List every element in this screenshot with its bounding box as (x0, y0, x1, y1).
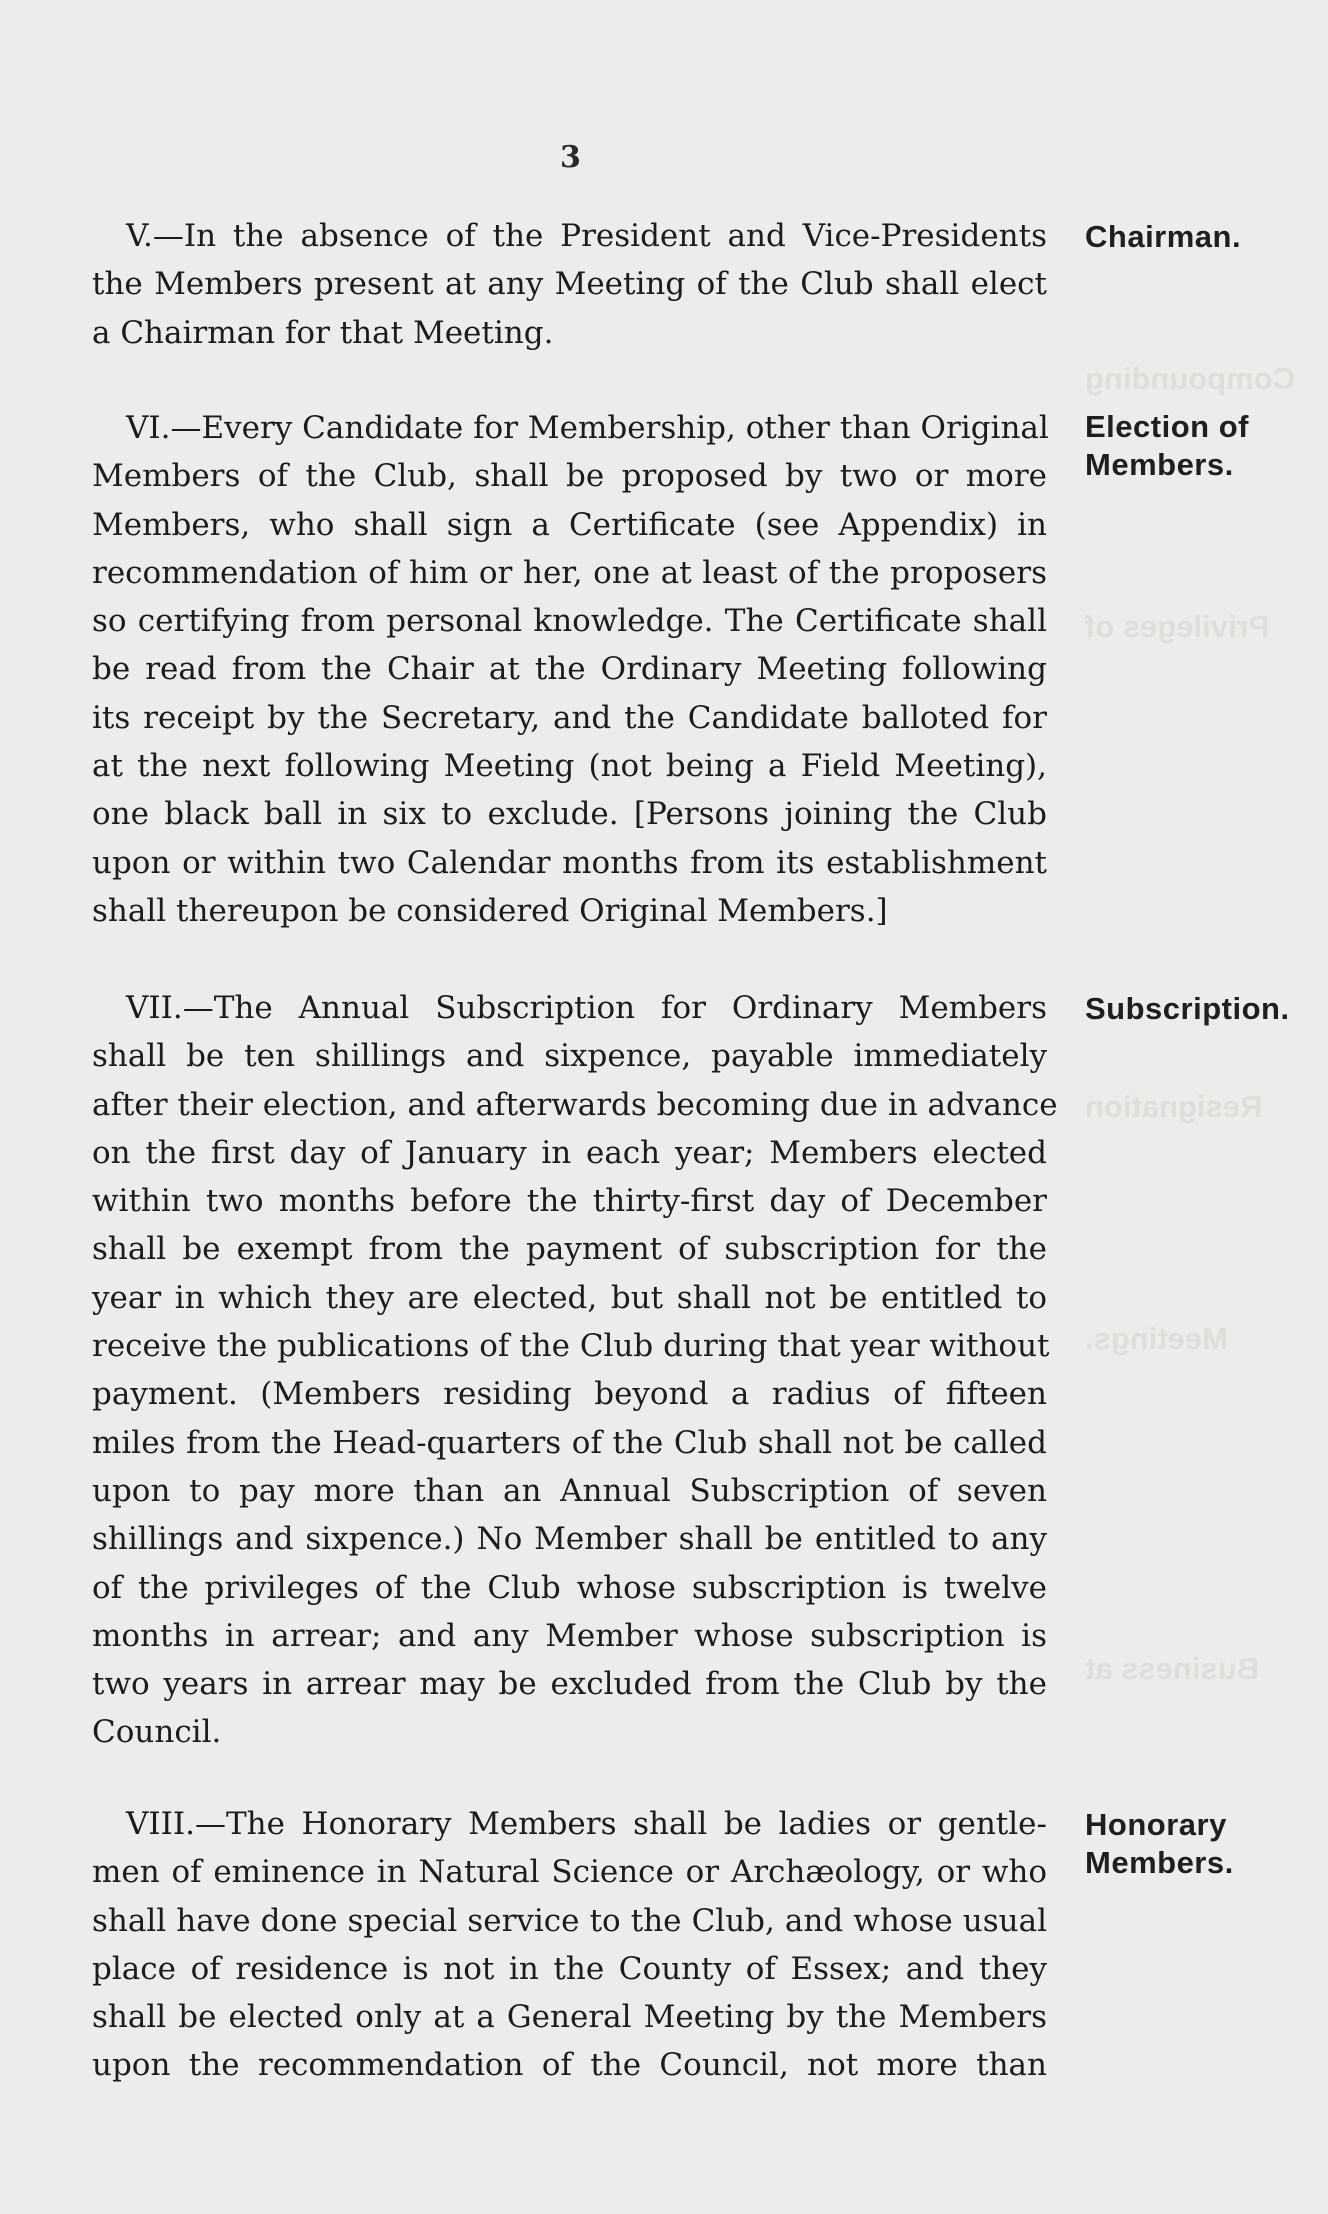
show-through-decoration: Resignation (1085, 1089, 1263, 1124)
margin-note-line: Members. (1085, 447, 1234, 482)
text-line: on the first day of January in each year; Members elected (92, 1134, 1047, 1171)
margin-note-honorary-members (1085, 1806, 1234, 1882)
text-line: shillings and sixpence.) No Member shall be entitled to any (92, 1521, 1047, 1558)
show-through-decoration: Privileges of (1085, 609, 1270, 644)
text-line: be read from the Chair at the Ordinary Meeting following (92, 651, 1047, 688)
text-line: a Chairman for that Meeting. (92, 314, 554, 351)
margin-note-chairman (1085, 218, 1241, 256)
text-line: shall be elected only at a General Meeting by the Members (92, 1999, 1047, 2036)
text-line: VI.—Every Candidate for Membership, other than Original (126, 410, 1049, 446)
text-line: its receipt by the Secretary, and the Candidate balloted for (92, 699, 1047, 736)
show-through-decoration: Meetings. (1085, 1321, 1228, 1356)
show-through-decoration: Business at (1085, 1651, 1260, 1686)
margin-note-subscription (1085, 990, 1290, 1028)
margin-note-line: Chairman. (1085, 219, 1242, 254)
paragraph-vi (92, 404, 1047, 935)
text-line: payment. (Members residing beyond a radius of fifteen (92, 1376, 1047, 1413)
text-line: shall be exempt from the payment of subscription for the (92, 1231, 1047, 1268)
page-number: 3 (560, 140, 581, 175)
text-line: two years in arrear may be excluded from the Club by the (92, 1666, 1047, 1703)
show-through-decoration: Compounding (1085, 361, 1296, 396)
text-line: year in which they are elected, but shall not be entitled to (92, 1279, 1047, 1316)
text-line: one black ball in six to exclude. [Persons joining the Club (92, 796, 1047, 833)
paragraph-v (92, 212, 1047, 357)
text-line: V.—In the absence of the President and Vice-Presidents (126, 218, 1047, 254)
text-line: men of eminence in Natural Science or Archæology, or who (92, 1854, 1047, 1891)
paragraph-viii (92, 1800, 1047, 2090)
text-line: place of residence is not in the County of Essex; and they (92, 1950, 1047, 1987)
margin-note-line: Subscription. (1085, 991, 1290, 1026)
text-line: shall have done special service to the Club, and whose usual (92, 1902, 1047, 1939)
text-line: the Members present at any Meeting of the Club shall elect (92, 266, 1047, 303)
text-line: shall be ten shillings and sixpence, payable immediately (92, 1038, 1047, 1075)
text-line: Members, who shall sign a Certificate (see Appendix) in (92, 506, 1047, 543)
text-line: within two months before the thirty-first day of December (92, 1183, 1047, 1220)
margin-note-line: Members. (1085, 1845, 1234, 1880)
paragraph-vii (92, 984, 1058, 1757)
text-line: Council. (92, 1714, 222, 1751)
margin-note-line: Election of (1085, 409, 1249, 444)
text-line: upon the recommendation of the Council, not more than (92, 2047, 1047, 2084)
text-line: at the next following Meeting (not being a Field Meeting), (92, 748, 1047, 785)
text-line: after their election, and afterwards becoming due in advance (92, 1086, 1058, 1123)
text-line: recommendation of him or her, one at least of the proposers (92, 554, 1047, 591)
text-line: receive the publications of the Club during that year without (92, 1328, 1050, 1365)
margin-note-line: Honorary (1085, 1807, 1227, 1842)
text-line: months in arrear; and any Member whose subscription is (92, 1617, 1047, 1654)
text-line: miles from the Head-quarters of the Club shall not be called (92, 1424, 1047, 1461)
text-line: VII.—The Annual Subscription for Ordinary Members (126, 990, 1047, 1026)
margin-note-election-of-members (1085, 408, 1249, 484)
text-line: of the privileges of the Club whose subscription is twelve (92, 1569, 1047, 1606)
text-line: so certifying from personal knowledge. The Certificate shall (92, 603, 1047, 640)
text-line: VIII.—The Honorary Members shall be ladies or gentle- (126, 1806, 1047, 1842)
text-line: shall thereupon be considered Original Members.] (92, 892, 888, 929)
text-line: upon to pay more than an Annual Subscription of seven (92, 1472, 1047, 1509)
text-line: Members of the Club, shall be proposed by two or more (92, 458, 1047, 495)
text-line: upon or within two Calendar months from its establishment (92, 844, 1047, 881)
